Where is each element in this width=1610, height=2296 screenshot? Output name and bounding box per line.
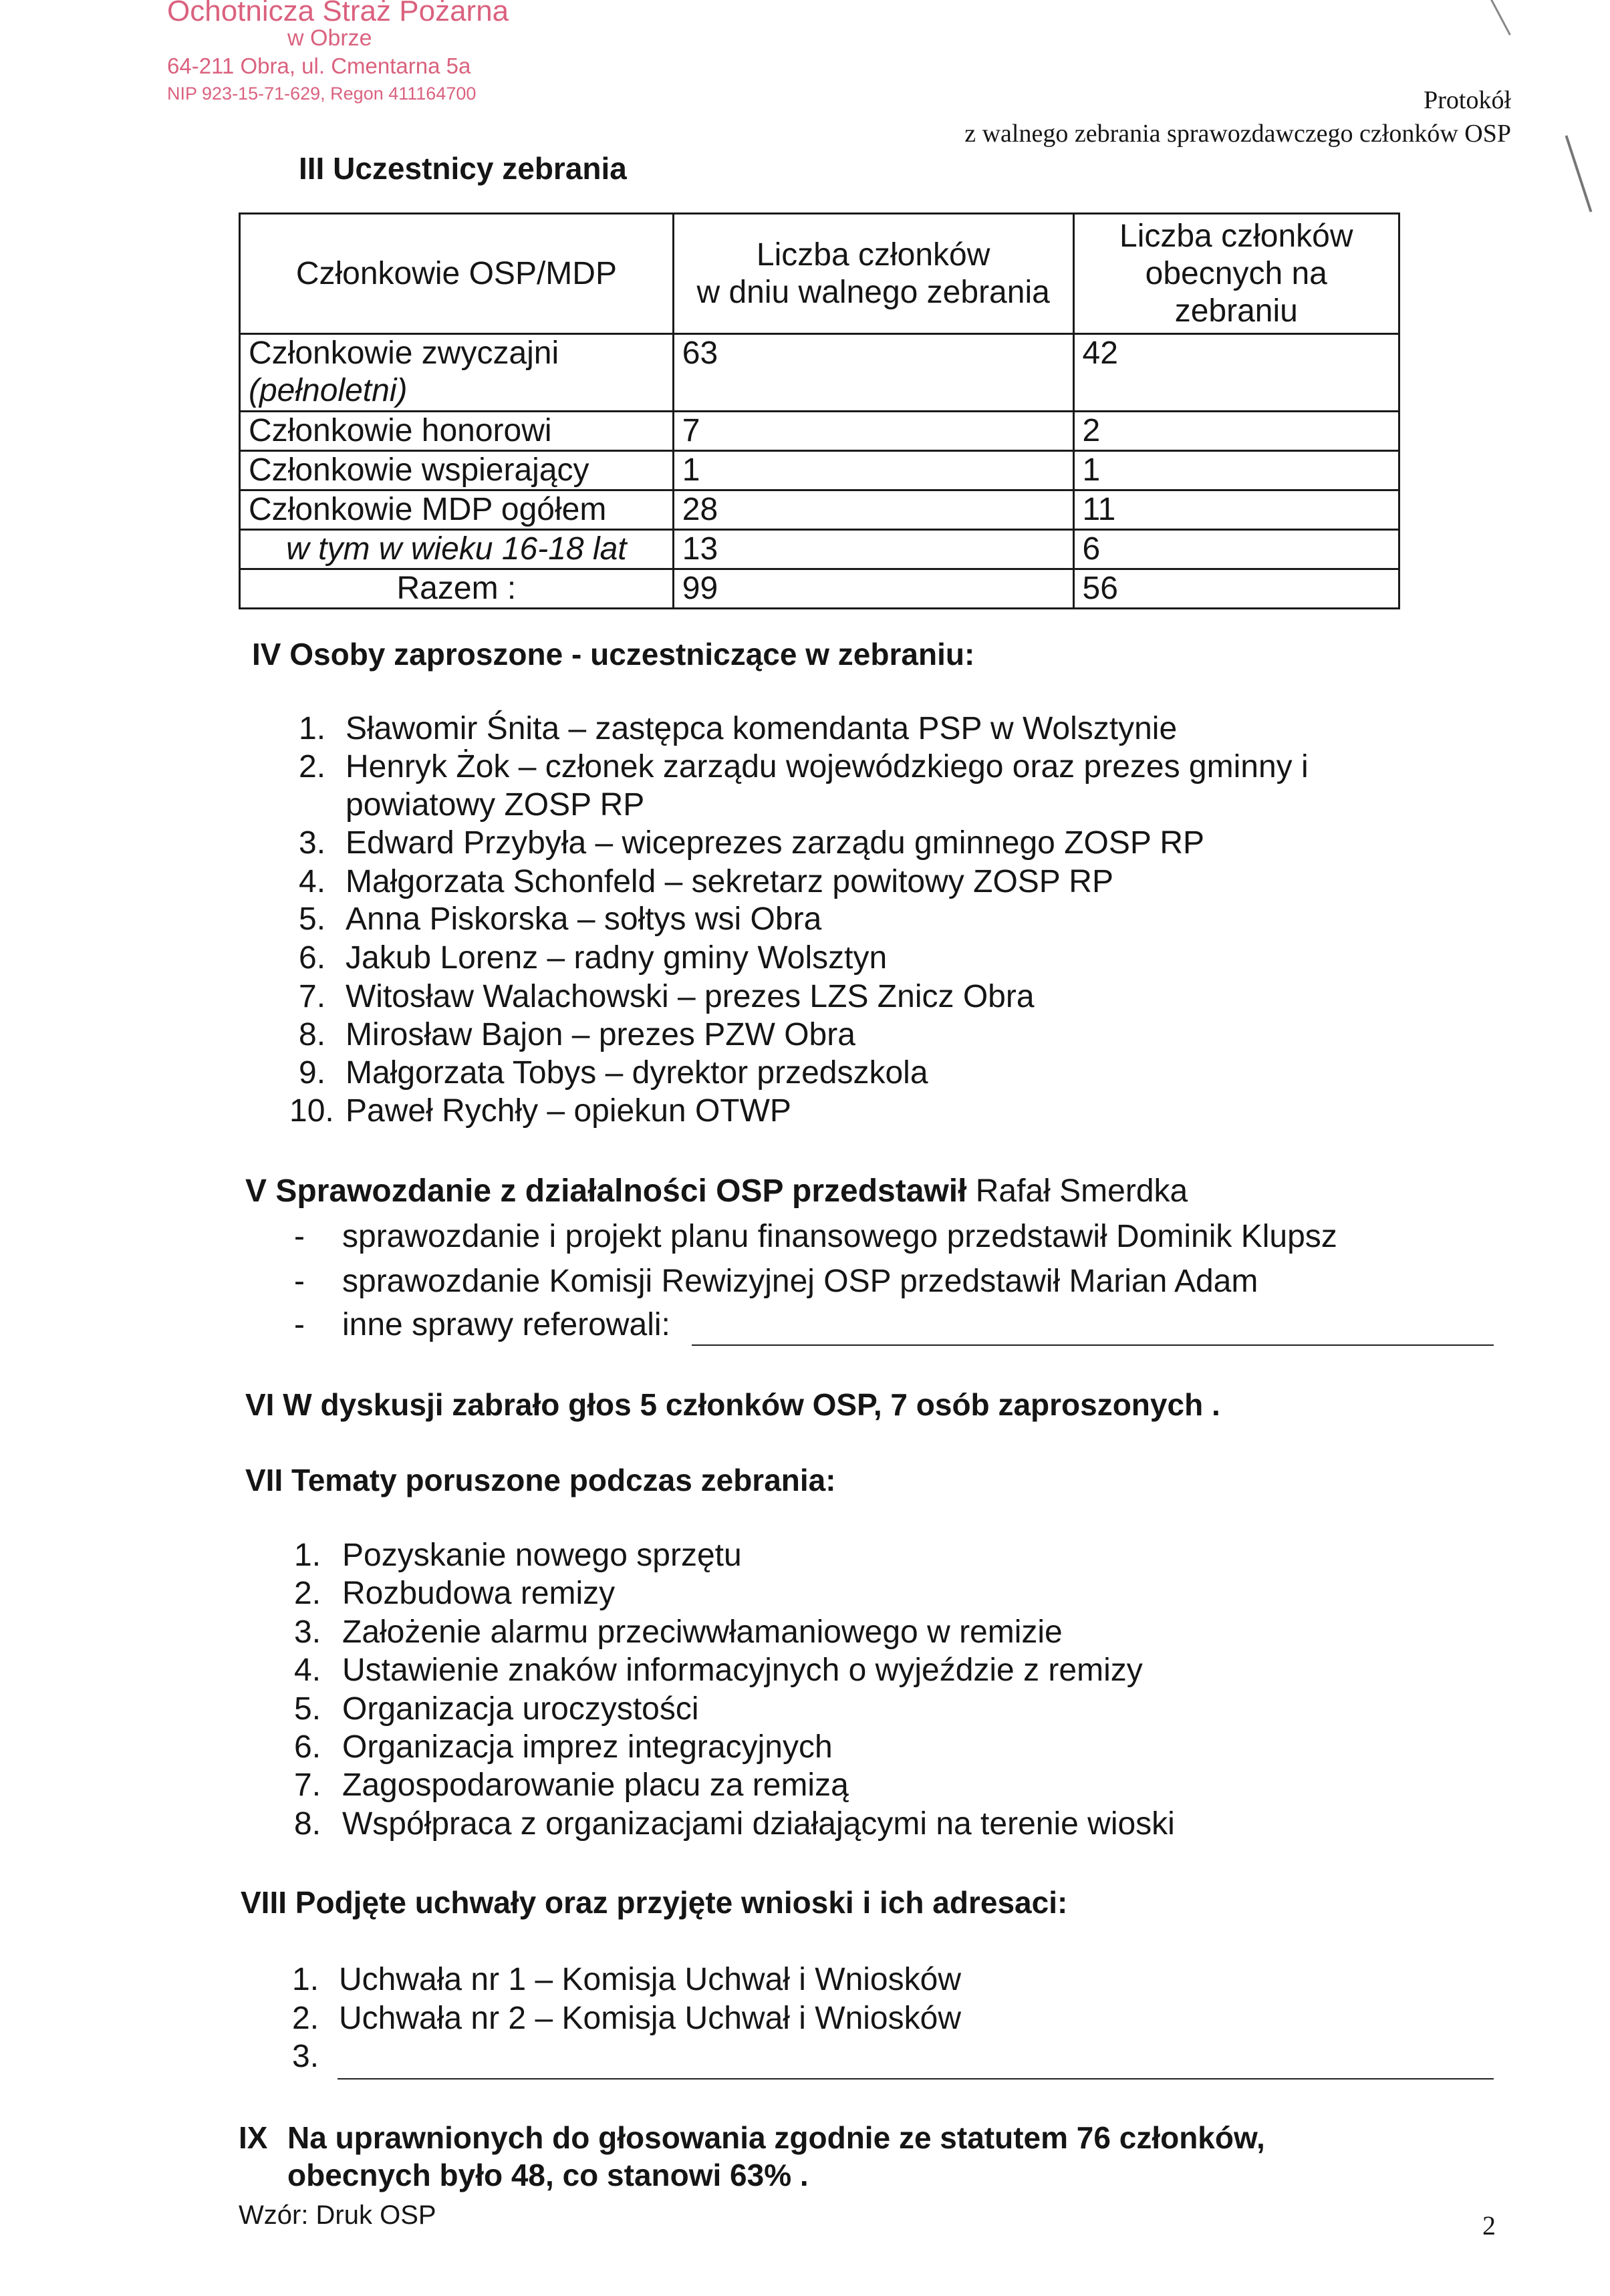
row-label: w tym w wieku 16-18 lat — [240, 530, 674, 569]
list-number: 7. — [294, 1767, 321, 1803]
list-number: 6. — [299, 940, 326, 976]
list-item: Małgorzata Schonfeld – sekretarz powitowy ZOSP RP — [346, 864, 1113, 899]
list-item: Rozbudowa remizy — [342, 1576, 616, 1611]
list-item: sprawozdanie Komisji Rewizyjnej OSP przedstawił Marian Adam — [342, 1264, 1258, 1299]
list-item: Uchwała nr 2 – Komisja Uchwał i Wniosków — [339, 2001, 961, 2036]
row-label: Członkowie wspierający — [240, 451, 674, 490]
cell-total: 13 — [673, 530, 1073, 569]
organization-stamp — [167, 0, 541, 120]
table-row — [240, 451, 1399, 490]
section-3-title: III Uczestnicy zebrania — [299, 151, 627, 186]
cell-total: 1 — [673, 451, 1073, 490]
cell-present: 56 — [1073, 569, 1399, 609]
list-item: Współpraca z organizacjami działającymi na terenie wioski — [342, 1806, 1175, 1842]
cell-present: 11 — [1073, 490, 1399, 530]
paper-crease — [1490, 0, 1511, 35]
list-item: Paweł Rychły – opiekun OTWP — [346, 1093, 791, 1129]
list-number: 4. — [299, 864, 326, 899]
fill-in-line — [338, 2078, 1494, 2079]
section-5-presenter: Rafał Smerdka — [975, 1173, 1188, 1209]
list-number: 10. — [289, 1093, 334, 1129]
list-number: 2. — [294, 1576, 321, 1611]
list-number: 5. — [299, 901, 326, 937]
list-number: 1. — [299, 711, 326, 746]
section-9-line-2: obecnych było 48, co stanowi 63% . — [287, 2158, 809, 2192]
column-header: Liczba członków obecnych na zebraniu — [1073, 214, 1399, 334]
table-row — [240, 412, 1399, 451]
column-header-line: w dniu walnego zebrania — [696, 274, 1050, 310]
table-row — [240, 490, 1399, 530]
stamp-line-3: 64-211 Obra, ul. Cmentarna 5a — [167, 53, 471, 78]
list-item: inne sprawy referowali: — [342, 1307, 670, 1342]
list-item: Pozyskanie nowego sprzętu — [342, 1538, 742, 1573]
column-header: Członkowie OSP/MDP — [240, 214, 674, 334]
cell-total: 7 — [673, 412, 1073, 451]
section-5-title-bold: V Sprawozdanie z działalności OSP przedstawił — [245, 1173, 967, 1209]
table-row — [240, 569, 1399, 609]
list-item: Uchwała nr 1 – Komisja Uchwał i Wniosków — [339, 1962, 961, 1997]
list-number: 1. — [292, 1962, 319, 1997]
document-type: Protokół — [1424, 86, 1511, 114]
section-9-line-1: Na uprawnionych do głosowania zgodnie ze statutem 76 członków, — [287, 2120, 1265, 2155]
list-number: 1. — [294, 1538, 321, 1573]
members-table — [239, 212, 1400, 609]
column-header — [673, 214, 1073, 334]
row-label-text: Członkowie zwyczajni — [249, 335, 559, 371]
list-number: 5. — [294, 1691, 321, 1727]
row-label: Razem : — [240, 569, 674, 609]
section-4-title: IV Osoby zaproszone - uczestniczące w zebraniu: — [252, 637, 975, 672]
list-item: Sławomir Śnita – zastępca komendanta PSP w Wolsztynie — [346, 711, 1178, 746]
stamp-line-4: NIP 923-15-71-629, Regon 411164700 — [167, 84, 477, 104]
cell-present: 6 — [1073, 530, 1399, 569]
form-template-note: Wzór: Druk OSP — [239, 2200, 436, 2230]
section-9-prefix: IX — [239, 2120, 268, 2155]
table-row — [240, 530, 1399, 569]
list-item: Małgorzata Tobys – dyrektor przedszkola — [346, 1055, 928, 1091]
paper-crease — [1565, 135, 1593, 212]
list-item: Henryk Żok – członek zarządu wojewódzkiego oraz prezes gminny i — [346, 749, 1309, 784]
stamp-line-2: w Obrze — [287, 25, 372, 51]
fill-in-line — [692, 1344, 1494, 1346]
section-7-title: VII Tematy poruszone podczas zebrania: — [245, 1463, 836, 1497]
list-number: 4. — [294, 1653, 321, 1688]
list-item: Anna Piskorska – sołtys wsi Obra — [346, 901, 822, 937]
page-number: 2 — [1482, 2210, 1496, 2241]
list-number: 9. — [299, 1055, 326, 1091]
row-label — [240, 334, 674, 412]
row-label-note: (pełnoletni) — [249, 373, 408, 408]
list-number: 6. — [294, 1729, 321, 1765]
list-item: powiatowy ZOSP RP — [346, 787, 645, 823]
section-5-title — [245, 1173, 1188, 1209]
table-header-row — [240, 214, 1399, 334]
list-dash: - — [294, 1307, 305, 1342]
cell-present: 2 — [1073, 412, 1399, 451]
list-item: Mirosław Bajon – prezes PZW Obra — [346, 1017, 855, 1052]
list-item: Założenie alarmu przeciwwłamaniowego w remizie — [342, 1614, 1063, 1650]
list-item: Ustawienie znaków informacyjnych o wyjeździe z remizy — [342, 1653, 1143, 1688]
section-8-title: VIII Podjęte uchwały oraz przyjęte wnioski i ich adresaci: — [241, 1885, 1068, 1920]
list-dash: - — [294, 1264, 305, 1299]
list-number: 2. — [292, 2001, 319, 2036]
row-label: Członkowie MDP ogółem — [240, 490, 674, 530]
list-item: Organizacja uroczystości — [342, 1691, 699, 1727]
list-number: 8. — [299, 1017, 326, 1052]
cell-present: 42 — [1073, 334, 1399, 412]
list-item: Jakub Lorenz – radny gminy Wolsztyn — [346, 940, 888, 976]
list-number: 3. — [292, 2039, 319, 2074]
cell-total: 99 — [673, 569, 1073, 609]
cell-total: 63 — [673, 334, 1073, 412]
list-number: 7. — [299, 979, 326, 1014]
cell-present: 1 — [1073, 451, 1399, 490]
list-number: 3. — [294, 1614, 321, 1650]
stamp-line-1: Ochotnicza Straż Pożarna — [167, 0, 509, 27]
row-label: Członkowie honorowi — [240, 412, 674, 451]
list-dash: - — [294, 1219, 305, 1254]
document-subtitle: z walnego zebrania sprawozdawczego członków OSP — [964, 120, 1511, 148]
list-item: Witosław Walachowski – prezes LZS Znicz Obra — [346, 979, 1035, 1014]
table-row — [240, 334, 1399, 412]
list-number: 2. — [299, 749, 326, 784]
section-6-title: VI W dyskusji zabrało głos 5 członków OSP, 7 osób zaproszonych . — [245, 1387, 1220, 1422]
list-number: 8. — [294, 1806, 321, 1842]
list-item: Zagospodarowanie placu za remizą — [342, 1767, 849, 1803]
cell-total: 28 — [673, 490, 1073, 530]
list-number: 3. — [299, 825, 326, 861]
list-item: Edward Przybyła – wiceprezes zarządu gminnego ZOSP RP — [346, 825, 1205, 861]
column-header-line: Liczba członków — [756, 237, 990, 273]
list-item: sprawozdanie i projekt planu finansowego przedstawił Dominik Klupsz — [342, 1219, 1337, 1254]
list-item: Organizacja imprez integracyjnych — [342, 1729, 833, 1765]
